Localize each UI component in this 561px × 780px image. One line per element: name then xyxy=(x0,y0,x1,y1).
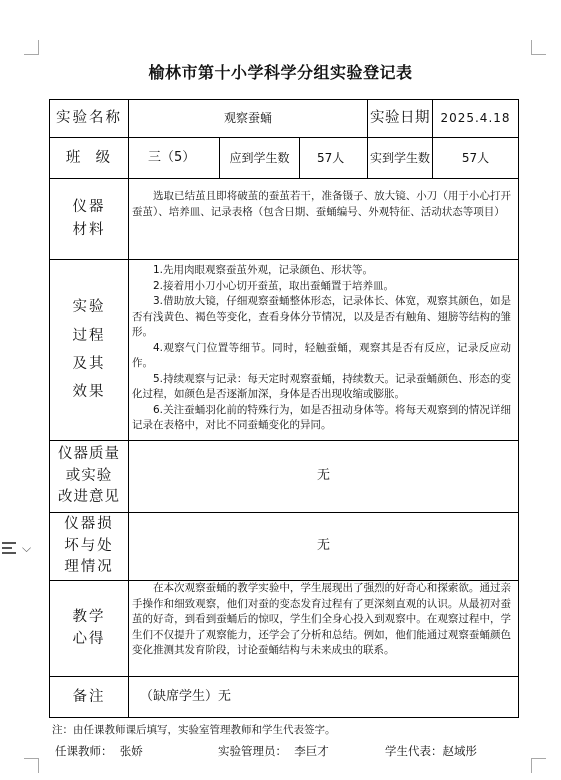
quality-label-line3: 改进意见 xyxy=(58,489,120,506)
quality-value: 无 xyxy=(316,468,330,484)
class-label: 班 级 xyxy=(65,149,113,166)
process-label xyxy=(49,259,129,441)
reflection-label xyxy=(49,580,129,677)
teacher-signature: 任课教师： 张娇 xyxy=(55,744,143,758)
instruments-label-line1: 仪器 xyxy=(72,198,106,215)
reflection-label-line2: 心得 xyxy=(72,630,106,647)
process-step: 5.持续观察与记录：每天定时观察蚕蛹，持续数天。记录蚕蛹颜色、形态的变化过程，如颜色是否逐渐加深，身体是否出现收缩或膨胀。 xyxy=(132,372,511,400)
reflection-text: 在本次观察蚕蛹的教学实验中，学生展现出了强烈的好奇心和探索欲。通过亲手操作和细致观察，他们对蚕的变态发育过程有了更深刻直观的认识。从最初对蚕茧的好奇，到看到蚕蛹后的惊叹，学生们全身心投入到观察中。在观察过程中，学生们不仅提升了观察能力，还学会了分析和总结。例如，他们能通过观察蚕蛹颜色变化推测其发育阶段，讨论蚕蛹结构与未来成虫的联系。 xyxy=(132,582,511,656)
process-step: 2.接着用小刀小心切开蚕茧，取出蚕蛹置于培养皿。 xyxy=(153,279,395,292)
footer-note: 注：由任课教师课后填写，实验室管理教师和学生代表签字。 xyxy=(52,724,336,736)
chevron-down-icon: ⌵ xyxy=(22,540,32,555)
actual-students-label: 实到学生数 xyxy=(369,150,430,165)
instruments-label-line2: 材料 xyxy=(72,222,106,238)
experiment-name-label: 实验名称 xyxy=(56,110,122,127)
quality-label-line1: 仪器质量 xyxy=(58,445,120,462)
expected-students-value: 57人 xyxy=(317,150,345,165)
process-label-line3: 及其 xyxy=(72,356,106,372)
experiment-date-label: 实验日期 xyxy=(370,110,430,127)
process-steps xyxy=(128,259,519,441)
remarks-value: （缺席学生）无 xyxy=(140,688,232,704)
expected-students-label: 应到学生数 xyxy=(229,150,290,165)
process-label-line2: 过程 xyxy=(72,327,106,344)
quality-label-line2: 或实验 xyxy=(65,467,113,484)
damage-label xyxy=(49,512,129,581)
list-icon xyxy=(2,542,16,554)
lab-manager-signature: 实验管理员： 李巨才 xyxy=(218,744,329,758)
damage-value: 无 xyxy=(316,538,330,554)
actual-students-value: 57人 xyxy=(461,150,490,165)
process-step: 6.关注蚕蛹羽化前的特殊行为，如是否扭动身体等。将每天观察到的情况详细记录在表格中，对比不同蚕蛹变化的异同。 xyxy=(132,403,511,431)
instruments-text: 选取已结茧且即将破茧的蚕茧若干，准备镊子、放大镜、小刀（用于小心打开蚕茧）、培养皿、记录表格（包含日期、蚕蛹编号、外观特征、活动状态等项目） xyxy=(132,190,511,218)
process-label-line1: 实验 xyxy=(72,299,106,316)
damage-label-line3: 理情况 xyxy=(64,559,114,576)
process-label-line4: 效果 xyxy=(72,384,106,401)
quality-label xyxy=(49,440,129,513)
reflection-label-line1: 教学 xyxy=(72,608,106,625)
student-rep-signature: 学生代表：赵域彤 xyxy=(385,744,477,758)
instruments-label xyxy=(49,178,129,260)
damage-label-line2: 坏与处 xyxy=(64,537,114,554)
side-outline-toggle[interactable] xyxy=(0,535,44,561)
process-step: 3.借助放大镜，仔细观察蚕蛹整体形态，记录体长、体宽，观察其颜色，如是否有浅黄色、褐色等变化，查看身体分节情况，以及是否有触角、翅膀等结构的雏形。 xyxy=(132,295,511,338)
damage-label-line1: 仪器损 xyxy=(64,515,114,532)
remarks-label: 备注 xyxy=(72,688,106,705)
experiment-name-value: 观察蚕蛹 xyxy=(223,111,272,125)
document-title: 榆林市第十小学科学分组实验登记表 xyxy=(148,63,413,82)
process-step: 1.先用肉眼观察蚕茧外观，记录颜色、形状等。 xyxy=(153,264,374,276)
experiment-date-value: 2025.4.18 xyxy=(440,111,511,125)
class-value: 三（5） xyxy=(148,149,196,165)
process-step: 4.观察气门位置等细节。同时，轻触蚕蛹，观察其是否有反应，记录反应动作。 xyxy=(132,341,511,369)
